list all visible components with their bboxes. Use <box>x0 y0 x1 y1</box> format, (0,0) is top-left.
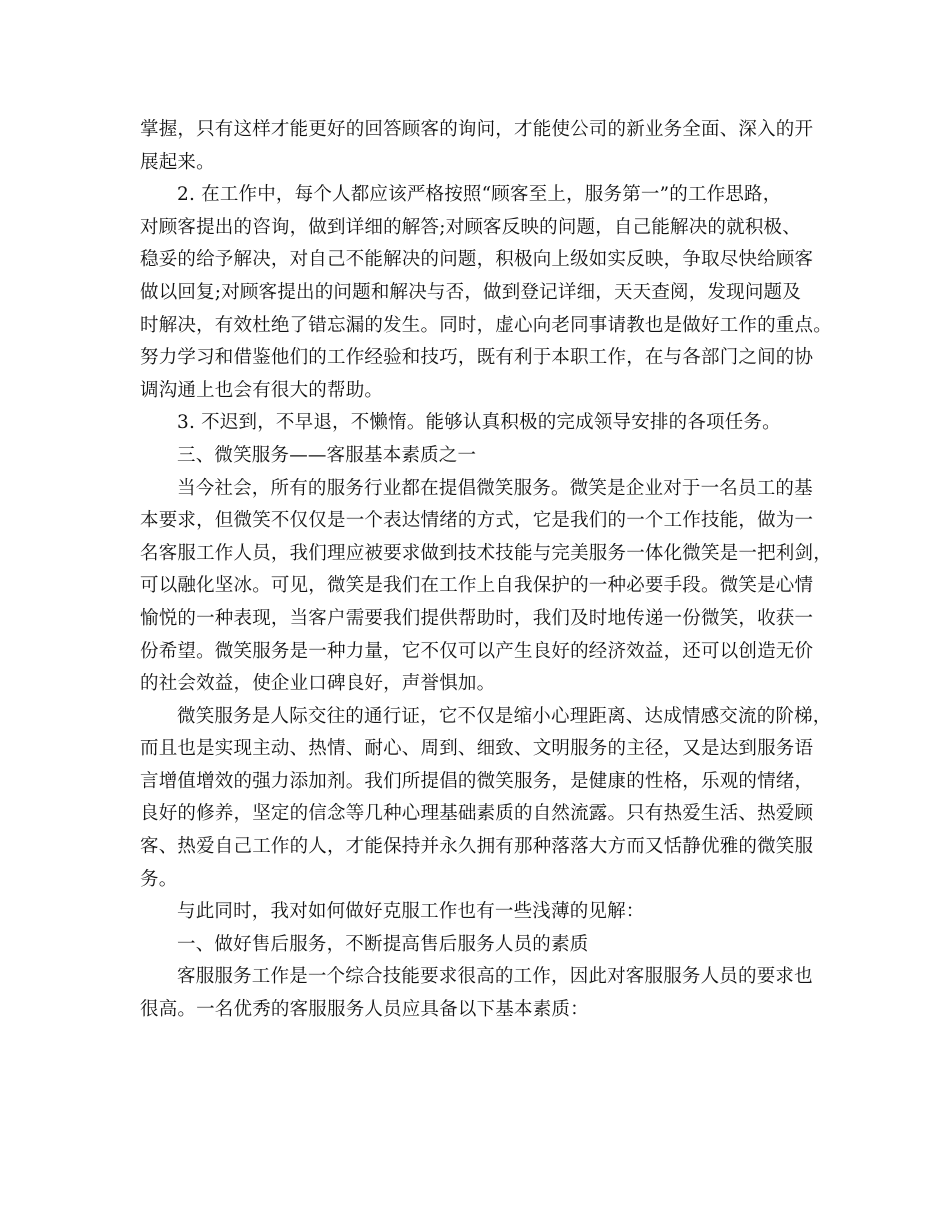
text-line: 稳妥的给予解决，对自己不能解决的问题，积极向上级如实反映，争取尽快给顾客 <box>140 249 814 271</box>
text-line: 调沟通上也会有很大的帮助。 <box>140 379 384 401</box>
text-line: 3. 不迟到，不早退，不懒惰。能够认真积极的完成领导安排的各项任务。 <box>177 412 781 434</box>
text-line: 份希望。微笑服务是一种力量，它不仅可以产生良好的经济效益，还可以创造无价 <box>140 640 814 662</box>
text-line: 展起来。 <box>140 151 215 173</box>
text-line: 本要求，但微笑不仅仅是一个表达情绪的方式，它是我们的一个工作技能，做为一 <box>140 510 814 532</box>
text-line: 掌握，只有这样才能更好的回答顾客的询问，才能使公司的新业务全面、深入的开 <box>140 119 814 140</box>
text-line: 良好的修养，坚定的信念等几种心理基础素质的自然流露。只有热爱生活、热爱顾 <box>140 803 814 825</box>
text-line: 一、做好售后服务，不断提高售后服务人员的素质 <box>177 933 589 955</box>
text-line: 与此同时，我对如何做好克服工作也有一些浅薄的见解： <box>177 901 645 923</box>
text-line: 很高。一名优秀的客服服务人员应具备以下基本素质： <box>140 999 589 1021</box>
document-body <box>140 114 830 1027</box>
text-line: 而且也是实现主动、热情、耐心、周到、细致、文明服务的主径，又是达到服务语 <box>140 738 814 760</box>
text-line: 务。 <box>140 868 178 890</box>
text-line: 的社会效益，使企业口碑良好，声誉惧加。 <box>140 673 496 695</box>
text-line: 可以融化坚冰。可见，微笑是我们在工作上自我保护的一种必要手段。微笑是心情 <box>140 575 814 597</box>
text-line: 言增值增效的强力添加剂。我们所提倡的微笑服务，是健康的性格，乐观的情绪， <box>140 770 814 792</box>
text-line: 名客服工作人员，我们理应被要求做到技术技能与完美服务一体化微笑是一把利剑， <box>140 542 832 564</box>
text-line: 努力学习和借鉴他们的工作经验和技巧，既有利于本职工作，在与各部门之间的协 <box>140 347 814 369</box>
text-line: 2. 在工作中，每个人都应该严格按照“顾客至上，服务第一”的工作思路， <box>177 184 782 206</box>
text-line: 微笑服务是人际交往的通行证，它不仅是缩小心理距离、达成情感交流的阶梯， <box>177 705 832 727</box>
text-line: 三、微笑服务——客服基本素质之一 <box>177 444 477 466</box>
text-line: 做以回复;对顾客提出的问题和解决与否，做到登记详细，天天查阅，发现问题及 <box>140 281 801 303</box>
text-line: 当今社会，所有的服务行业都在提倡微笑服务。微笑是企业对于一名员工的基 <box>177 477 813 499</box>
text-line: 愉悦的一种表现，当客户需要我们提供帮助时，我们及时地传递一份微笑，收获一 <box>140 607 814 629</box>
text-line: 客、热爱自己工作的人，才能保持并永久拥有那种落落大方而又恬静优雅的微笑服 <box>140 836 814 858</box>
text-line: 客服服务工作是一个综合技能要求很高的工作，因此对客服服务人员的要求也 <box>177 966 813 988</box>
text-line: 时解决，有效杜绝了错忘漏的发生。同时，虚心向老同事请教也是做好工作的重点。 <box>140 314 832 336</box>
text-line: 对顾客提出的咨询，做到详细的解答;对顾客反映的问题，自己能解决的就积极、 <box>140 216 801 238</box>
